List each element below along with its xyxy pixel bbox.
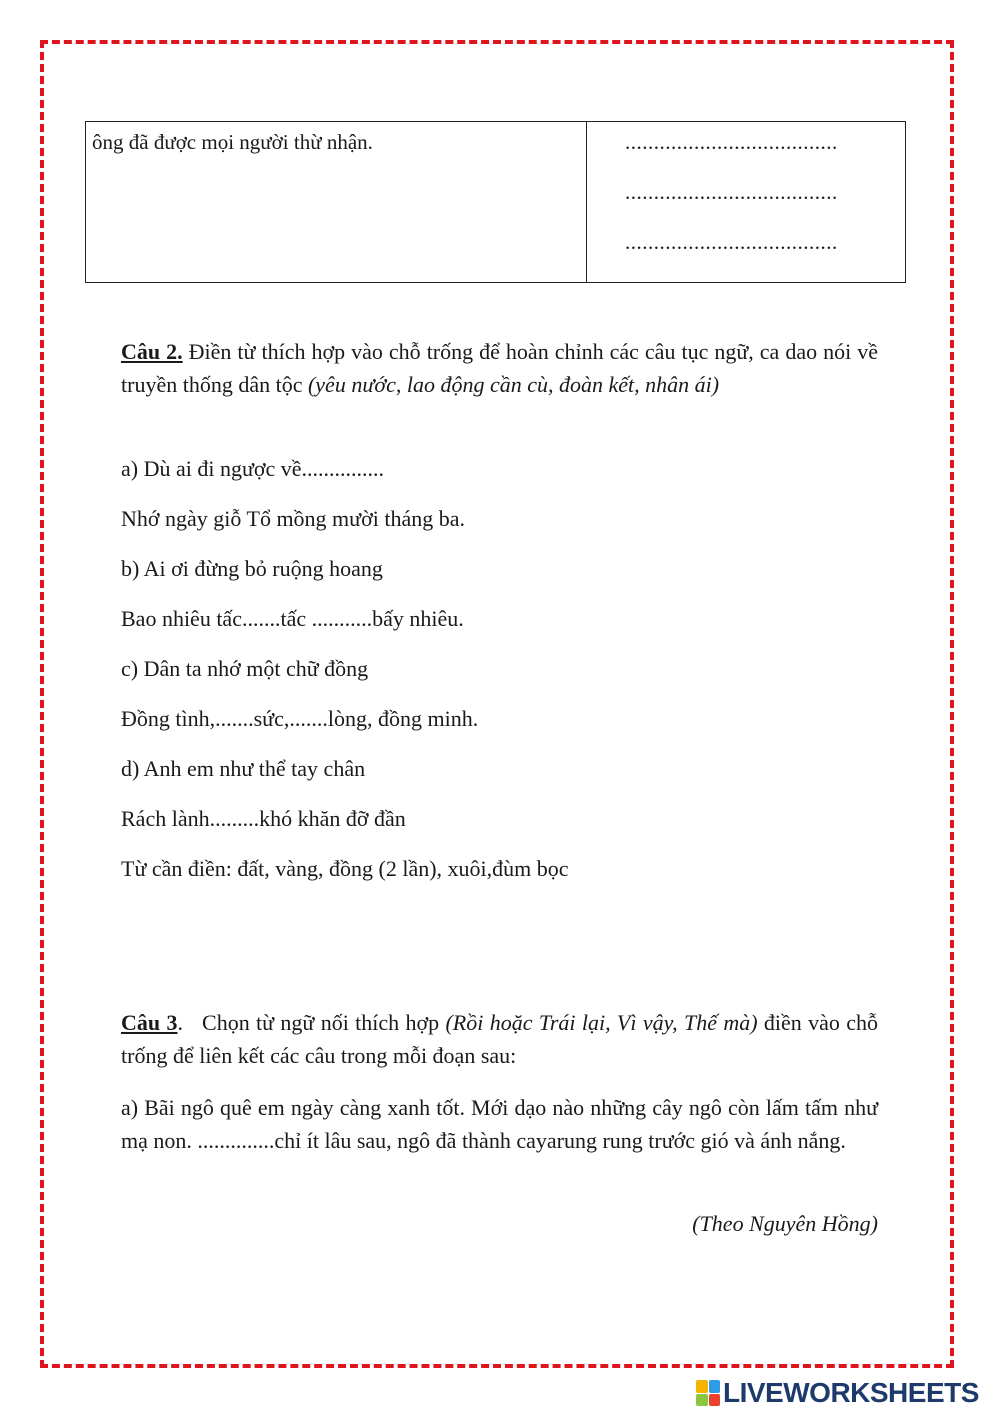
question-3-text: điền vào chỗ trống để liên kết các câu trong mỗi đoạn sau: [121, 1010, 879, 1068]
dotted-answer-line[interactable]: ..................................... [625, 180, 838, 204]
question-2-prompt [121, 335, 878, 401]
line-a2: Nhớ ngày giỗ Tổ mồng mười tháng ba. [121, 506, 465, 531]
line-c2: Đồng tình,.......sức,.......lòng, đồng minh. [121, 706, 479, 731]
dotted-answer-line[interactable]: ..................................... [625, 230, 838, 254]
table-right-cell [587, 122, 905, 282]
line-a1: a) Dù ai đi ngược về............... [121, 456, 385, 481]
brand-logo-icon [696, 1380, 720, 1406]
line-b2: Bao nhiêu tấc.......tấc ...........bấy nhiêu. [121, 606, 464, 631]
question-3-paragraph-a: a) Bãi ngô quê em ngày càng xanh tốt. Mới dạo nào những cây ngô còn lấm tấm như mạ non. ..............chỉ ít lâu sau, ngô đã thành cayarung rung trước gió và ánh nắng. [121, 1095, 878, 1153]
answer-table [85, 121, 906, 283]
question-2-label: Câu 2. [121, 339, 183, 364]
question-3-hint: (Rồi hoặc Trái lại, Vì vậy, Thế mà) [445, 1010, 758, 1035]
question-3-intro: . Chọn từ ngữ nối thích hợp [177, 1010, 446, 1035]
line-d2: Rách lành.........khó khăn đỡ đần [121, 806, 406, 831]
question-2-text: Điền từ thích hợp vào chỗ trống để hoàn chỉnh các câu tục ngữ, ca dao nói về truyền thống dân tộc [121, 339, 878, 397]
liveworksheets-logo [696, 1378, 979, 1408]
table-left-cell: ông đã được mọi người thừ nhận. [86, 122, 587, 282]
brand-name: LIVEWORKSHEETS [723, 1377, 979, 1408]
question-3-label: Câu 3 [121, 1010, 178, 1035]
question-2-hint: (yêu nước, lao động cần cù, đoàn kết, nhân ái) [307, 372, 720, 397]
source-citation: (Theo Nguyên Hồng) [692, 1211, 878, 1236]
line-c1: c) Dân ta nhớ một chữ đồng [121, 656, 369, 681]
dotted-answer-line[interactable]: ..................................... [625, 130, 838, 154]
line-d1: d) Anh em như thể tay chân [121, 756, 366, 781]
word-bank: Từ cần điền: đất, vàng, đồng (2 lần), xuôi,đùm bọc [121, 856, 569, 881]
line-b1: b) Ai ơi đừng bỏ ruộng hoang [121, 556, 383, 581]
question-3-prompt [121, 1006, 878, 1072]
